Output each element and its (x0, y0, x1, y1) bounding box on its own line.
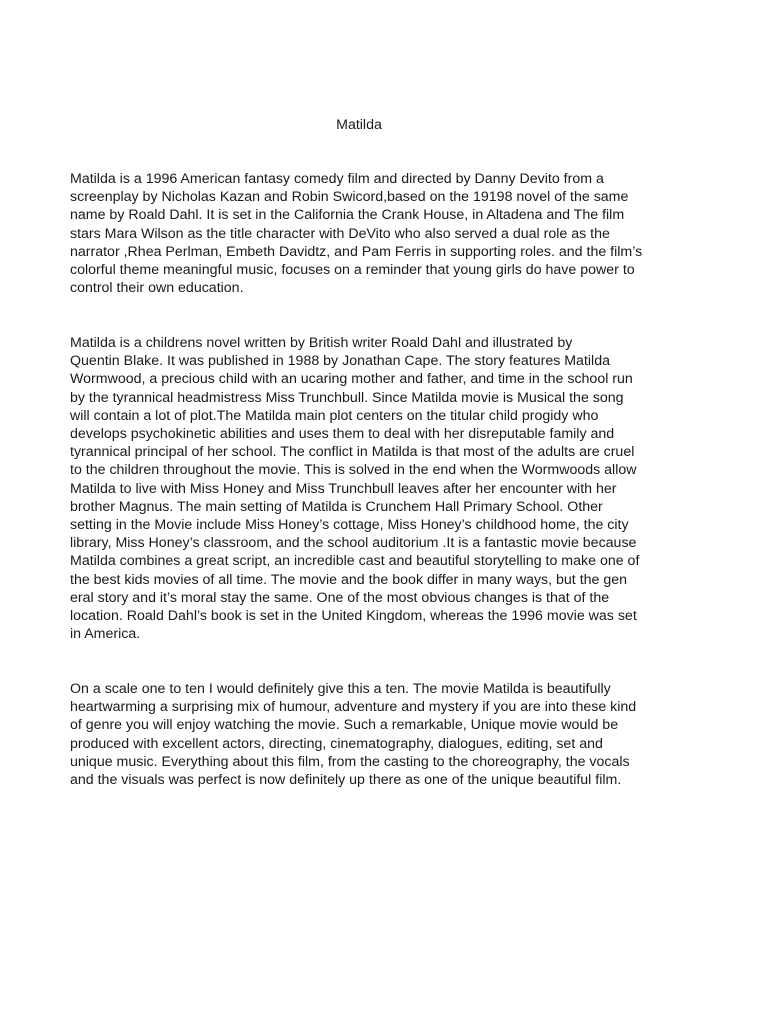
paragraph-review: On a scale one to ten I would definitely give this a ten. The movie Matilda is beautifully heartwarming a surprising mix of humour, adventure and mystery if you are into these kind of genre you will enjoy watching the movie. Such a remarkable, Unique movie would be produced with excellent actors, directing, cinematography, dialogues, editing, set and unique music. Everything about this film, from the casting to the choreography, the vocals and the visuals was perfect is now definitely up there as one of the unique beautiful film. (70, 681, 637, 789)
document-title: Matilda (336, 117, 382, 133)
paragraph-intro: Matilda is a 1996 American fantasy comedy film and directed by Danny Devito from a screenplay by Nicholas Kazan and Robin Swicord,based on the 19198 novel of the same name by Roald Dahl. It is set in the California the Crank House, in Altadena and The film stars Mara Wilson as the title character with DeVito who also served a dual role as the narrator ,Rhea Perlman, Embeth Davidtz, and Pam Ferris in supporting roles. and the film’s colorful theme meaningful music, focuses on a reminder that young girls do have power to control their own education. (70, 171, 643, 297)
paragraph-novel: Matilda is a childrens novel written by British writer Roald Dahl and illustrated by Quentin Blake. It was published in 1988 by Jonathan Cape. The story features Matilda Wormwood, a precious child with an ucaring mother and father, and time in the school run by the tyrannical headmistress Miss Trunchbull. Since Matilda movie is Musical the song will contain a lot of plot.The Matilda main plot centers on the titular child progidy who develops psychokinetic abilities and uses them to deal with her disreputable family and tyrannical principal of her school. The conflict in Matilda is that most of the adults are cruel to the children throughout the movie. This is solved in the end when the Wormwoods allow Matilda to live with Miss Honey and Miss Trunchbull leaves after her encounter with her brother Magnus. The main setting of Matilda is Crunchem Hall Primary School. Other setting in the Movie include Miss Honey’s cottage, Miss Honey’s childhood home, the city library, Miss Honey’s classroom, and the school auditorium .It is a fantastic movie because Matilda combines a great script, an incredible cast and beautiful storytelling to make one of the best kids movies of all time. The movie and the book differ in many ways, but the gen eral story and it’s moral stay the same. One of the most obvious changes is that of the location. Roald Dahl’s book is set in the United Kingdom, whereas the 1996 movie was set in America. (70, 335, 640, 643)
